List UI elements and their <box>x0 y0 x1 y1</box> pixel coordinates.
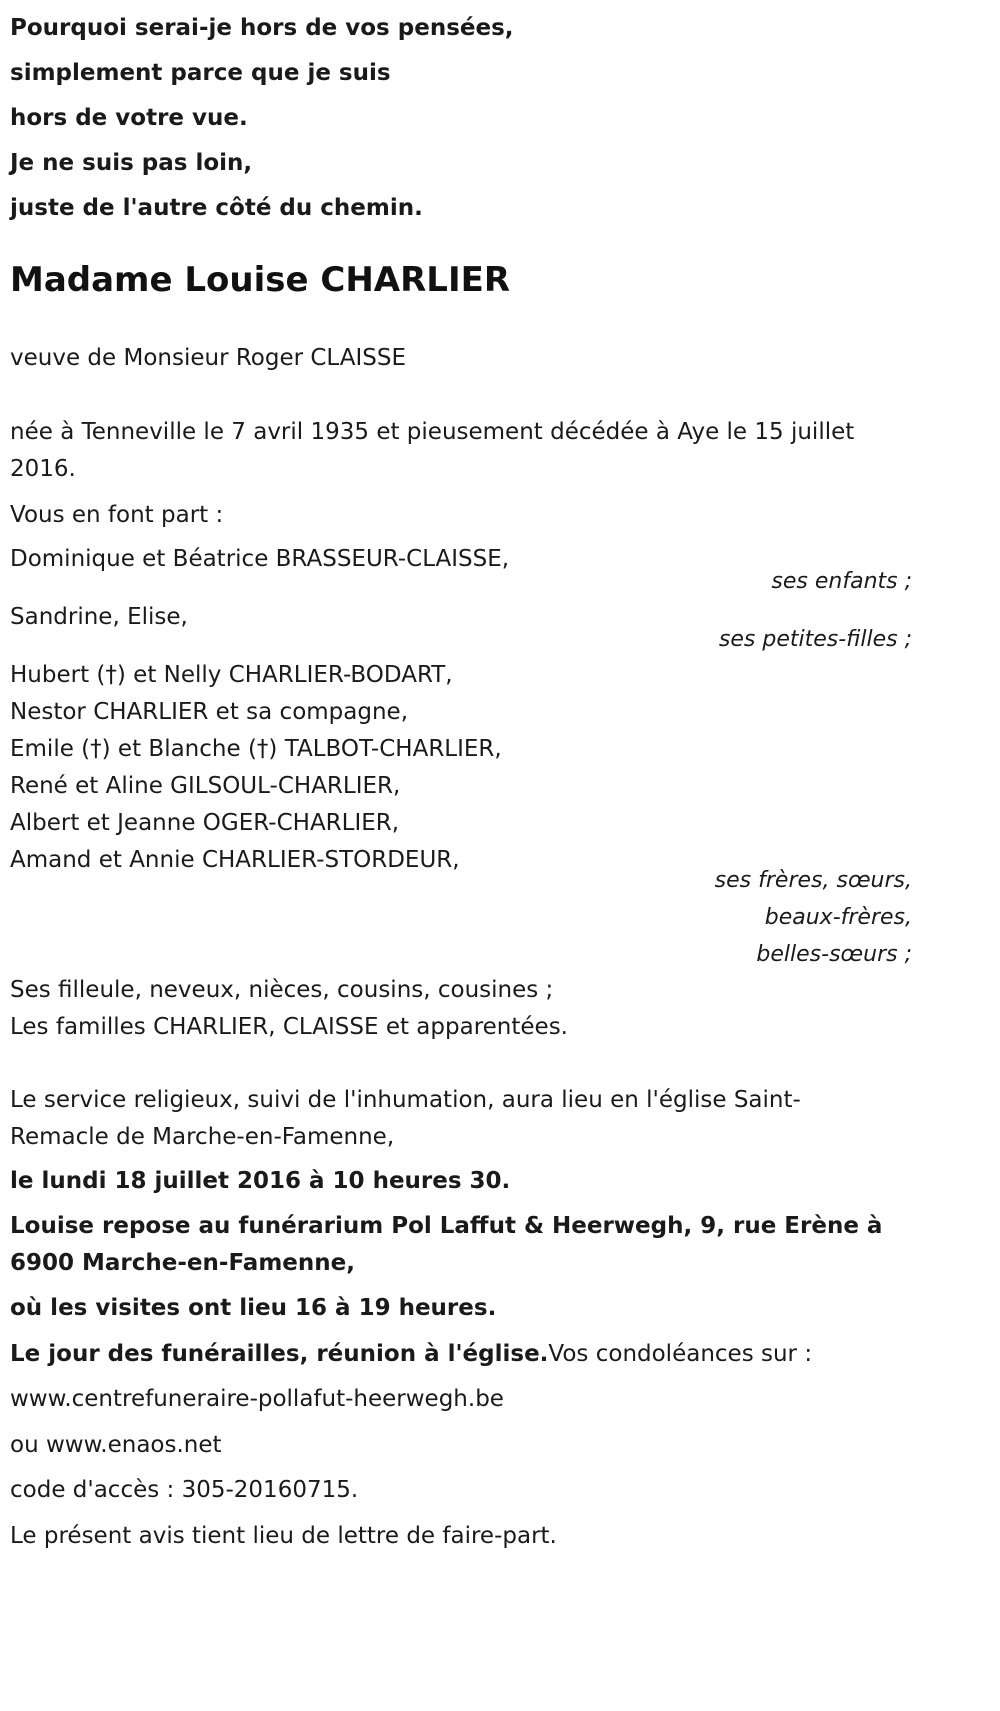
children-role: ses enfants ; <box>771 569 912 594</box>
grandchildren: Sandrine, Elise, <box>10 604 188 630</box>
website-link-2[interactable]: ou www.enaos.net <box>10 1432 222 1458</box>
sibling-entry: Nestor CHARLIER et sa compagne, <box>10 699 409 725</box>
service-date: le lundi 18 juillet 2016 à 10 heures 30. <box>10 1168 511 1194</box>
poem-line: hors de votre vue. <box>10 104 248 131</box>
website-link-1[interactable]: www.centrefuneraire-pollafut-heerwegh.be <box>10 1386 504 1412</box>
grandchildren-role: ses petites-filles ; <box>718 627 912 652</box>
sibling-entry: Albert et Jeanne OGER-CHARLIER, <box>10 810 400 836</box>
meeting-text: Le jour des funérailles, réunion à l'église. <box>10 1341 549 1367</box>
meeting-line <box>10 1336 910 1373</box>
condolences-text: Vos condoléances sur : <box>548 1341 813 1367</box>
visiting-hours: où les visites ont lieu 16 à 19 heures. <box>10 1295 497 1321</box>
sibling-entry: Hubert (†) et Nelly CHARLIER-BODART, <box>10 662 453 688</box>
poem-line: Pourquoi serai-je hors de vos pensées, <box>10 14 514 41</box>
other-relatives <box>10 972 910 1046</box>
announcement-intro: Vous en font part : <box>10 502 224 528</box>
access-code: code d'accès : 305-20160715. <box>10 1477 359 1503</box>
siblings-role-line: belles-sœurs ; <box>756 942 912 967</box>
obituary-notice <box>10 0 912 1549</box>
poem-line: simplement parce que je suis <box>10 59 391 86</box>
sibling-entry: Emile (†) et Blanche (†) TALBOT-CHARLIER, <box>10 736 502 762</box>
funerarium-info: Louise repose au funérarium Pol Laffut & Heerwegh, 9, rue Erène à 6900 Marche-en-Famenne, <box>10 1213 883 1276</box>
siblings-list <box>10 657 910 879</box>
siblings-role-line: beaux-frères, <box>764 905 912 930</box>
poem-line: juste de l'autre côté du chemin. <box>10 194 423 221</box>
deceased-name: Madame Louise CHARLIER <box>10 260 511 300</box>
widow-of: veuve de Monsieur Roger CLAISSE <box>10 345 407 371</box>
poem-line: Je ne suis pas loin, <box>10 149 253 176</box>
poem <box>10 0 910 230</box>
closing-note: Le présent avis tient lieu de lettre de faire-part. <box>10 1523 557 1549</box>
children: Dominique et Béatrice BRASSEUR-CLAISSE, <box>10 546 510 572</box>
relatives-line: Ses filleule, neveux, nièces, cousins, cousines ; <box>10 977 554 1003</box>
birth-death: née à Tenneville le 7 avril 1935 et pieusement décédée à Aye le 15 juillet 2016. <box>10 419 855 482</box>
sibling-entry: Amand et Annie CHARLIER-STORDEUR, <box>10 847 460 873</box>
relatives-line: Les familles CHARLIER, CLAISSE et apparentées. <box>10 1014 568 1040</box>
service-description: Le service religieux, suivi de l'inhumation, aura lieu en l'église Saint-Remacle de Marche-en-Famenne, <box>10 1087 801 1150</box>
siblings-role-line: ses frères, sœurs, <box>714 868 912 893</box>
sibling-entry: René et Aline GILSOUL-CHARLIER, <box>10 773 401 799</box>
siblings-role <box>715 862 912 973</box>
